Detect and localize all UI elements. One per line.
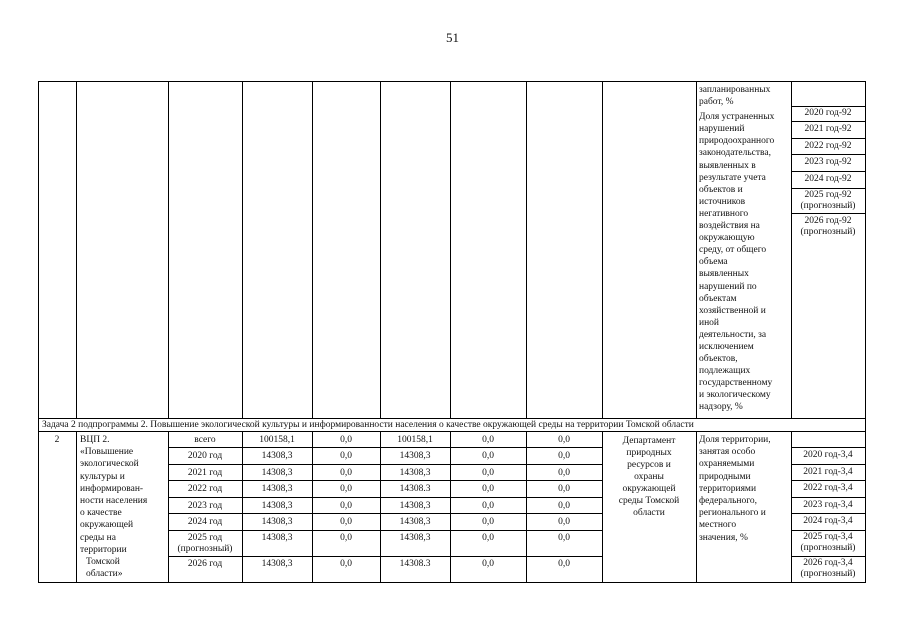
federal-cell: 0,0 bbox=[340, 451, 352, 461]
municipal-cell: 0,0 bbox=[482, 533, 494, 543]
other-cell: 0,0 bbox=[558, 517, 570, 527]
indicator-line: природоохранного bbox=[699, 136, 775, 147]
indicator-line: хозяйственной и bbox=[699, 305, 766, 316]
period-cell: 2021 год bbox=[187, 468, 223, 478]
cell-border bbox=[791, 121, 866, 122]
total-cell: 14308,3 bbox=[261, 501, 293, 511]
target-note: (прогнозный) bbox=[800, 201, 856, 211]
program-name bbox=[80, 434, 170, 580]
indicator-line: Доля территории, bbox=[699, 435, 771, 445]
name-line: ности населения bbox=[80, 496, 148, 507]
other-cell: 0,0 bbox=[558, 533, 570, 543]
cell-border bbox=[791, 154, 866, 155]
row-border bbox=[168, 447, 602, 448]
executor-line: Департамент bbox=[622, 436, 676, 446]
indicator-line: нарушений bbox=[699, 124, 745, 135]
cell-border bbox=[791, 171, 866, 172]
column-divider bbox=[76, 81, 77, 418]
other-cell: 0,0 bbox=[558, 484, 570, 494]
executor-line: охраны bbox=[634, 472, 664, 482]
indicator-line: нарушений по bbox=[699, 281, 757, 292]
federal-cell: 0,0 bbox=[340, 501, 352, 511]
cell-border bbox=[791, 106, 866, 107]
column-divider bbox=[602, 431, 603, 582]
executor-line: ресурсов и bbox=[627, 460, 671, 470]
total-cell: 14308,3 bbox=[261, 484, 293, 494]
target-value: 2025 год-92 bbox=[804, 190, 852, 200]
target-value: 2020 год-92 bbox=[804, 108, 852, 118]
total-cell: 14308,3 bbox=[261, 468, 293, 478]
cell-border bbox=[791, 213, 866, 214]
target-value: 2024 год-3,4 bbox=[803, 516, 853, 526]
municipal-cell: 0,0 bbox=[482, 501, 494, 511]
cell-border bbox=[791, 464, 866, 465]
indicator-line: федерального, bbox=[699, 496, 758, 507]
row-border bbox=[168, 530, 602, 531]
name-line: о качестве bbox=[80, 508, 122, 519]
indicator-line: природными bbox=[699, 471, 751, 482]
indicator-line: источников bbox=[699, 196, 746, 207]
name-line: ВЦП 2. bbox=[80, 435, 110, 445]
column-divider bbox=[526, 81, 527, 418]
name-line: области» bbox=[86, 569, 123, 580]
municipal-cell: 0,0 bbox=[482, 484, 494, 494]
regional-cell: 14308.3 bbox=[399, 484, 431, 494]
indicator-line: окружающую bbox=[699, 233, 755, 244]
name-line: территории bbox=[80, 544, 127, 555]
indicator-line: воздействия на bbox=[699, 221, 760, 232]
total-cell: 14308,3 bbox=[261, 451, 293, 461]
column-divider bbox=[450, 81, 451, 418]
period-cell: 2026 год bbox=[187, 559, 223, 569]
cell-border bbox=[791, 138, 866, 139]
column-divider bbox=[696, 431, 697, 582]
column-divider bbox=[380, 81, 381, 418]
indicator-line: регионального и bbox=[699, 508, 766, 519]
target-value: 2022 год-92 bbox=[804, 141, 852, 151]
executor-line: области bbox=[633, 508, 665, 518]
regional-cell: 14308,3 bbox=[399, 468, 431, 478]
federal-cell: 0,0 bbox=[340, 484, 352, 494]
name-line: среды на bbox=[80, 532, 116, 543]
column-divider bbox=[76, 431, 77, 582]
municipal-cell: 0,0 bbox=[482, 435, 494, 445]
municipal-cell: 0,0 bbox=[482, 559, 494, 569]
indicator-text bbox=[699, 84, 791, 414]
target-note: (прогнозный) bbox=[800, 569, 856, 579]
federal-cell: 0,0 bbox=[340, 517, 352, 527]
column-divider bbox=[312, 81, 313, 418]
name-line: «Повышение bbox=[80, 447, 134, 458]
executor bbox=[604, 435, 694, 519]
target-value: 2025 год-3,4 bbox=[803, 532, 853, 542]
target-value: 2021 год-92 bbox=[804, 124, 852, 134]
column-divider bbox=[696, 81, 697, 418]
federal-cell: 0,0 bbox=[340, 435, 352, 445]
indicator-line: подлежащих bbox=[699, 366, 751, 377]
column-divider bbox=[602, 81, 603, 418]
total-cell: 14308,3 bbox=[261, 533, 293, 543]
indicator-line: исключением bbox=[699, 341, 754, 352]
period-cell: 2020 год bbox=[187, 451, 223, 461]
other-cell: 0,0 bbox=[558, 451, 570, 461]
executor-line: окружающей bbox=[622, 484, 676, 494]
task-header: Задача 2 подпрограммы 2. Повышение экологической культуры и информированности населения о качестве окружающей среды на территории Томской области bbox=[42, 420, 694, 430]
indicator-line: территориями bbox=[699, 483, 757, 494]
indicator-line: иной bbox=[699, 317, 720, 328]
target-value: 2024 год-92 bbox=[804, 174, 852, 184]
row-border bbox=[168, 480, 602, 481]
municipal-cell: 0,0 bbox=[482, 517, 494, 527]
indicator-line: выявленных bbox=[699, 269, 749, 280]
cell-border bbox=[791, 556, 866, 557]
indicator-line: деятельности, за bbox=[699, 329, 767, 340]
cell-border bbox=[791, 530, 866, 531]
table-right-border bbox=[865, 81, 866, 582]
row-border bbox=[168, 497, 602, 498]
indicator-line: объектов, bbox=[699, 354, 738, 365]
period-cell: 2024 год bbox=[187, 517, 223, 527]
name-line: Томской bbox=[86, 557, 120, 568]
name-line: окружающей bbox=[80, 520, 134, 531]
total-cell: 14308,3 bbox=[261, 559, 293, 569]
indicator-line: занятая особо bbox=[699, 447, 756, 458]
cell-border bbox=[791, 188, 866, 189]
regional-cell: 14308,3 bbox=[399, 517, 431, 527]
row-border bbox=[168, 464, 602, 465]
indicator-line: работ, % bbox=[699, 97, 734, 108]
period-cell: 2023 год bbox=[187, 501, 223, 511]
target-value: 2023 год-3,4 bbox=[803, 500, 853, 510]
regional-cell: 100158,1 bbox=[397, 435, 433, 445]
federal-cell: 0,0 bbox=[340, 559, 352, 569]
cell-border bbox=[791, 497, 866, 498]
target-value: 2023 год-92 bbox=[804, 157, 852, 167]
name-line: культуры и bbox=[80, 471, 125, 482]
target-value: 2022 год-3,4 bbox=[803, 483, 853, 493]
column-divider bbox=[242, 81, 243, 418]
cell-border bbox=[791, 513, 866, 514]
table-top-border bbox=[38, 81, 866, 82]
indicator-line: негативного bbox=[699, 208, 749, 219]
other-cell: 0,0 bbox=[558, 559, 570, 569]
indicator-line: законодательства, bbox=[699, 148, 771, 159]
indicator-line: среду, от общего bbox=[699, 245, 767, 256]
target-note: (прогнозный) bbox=[800, 227, 856, 237]
other-cell: 0,0 bbox=[558, 435, 570, 445]
row-border bbox=[168, 556, 602, 557]
indicator-line: запланированных bbox=[699, 85, 771, 95]
indicator-line: охраняемыми bbox=[699, 459, 755, 470]
indicator-line: государственному bbox=[699, 378, 773, 389]
indicator-line: и экологическому bbox=[699, 390, 771, 401]
regional-cell: 14308.3 bbox=[399, 559, 431, 569]
indicator-line: значения, % bbox=[699, 532, 748, 543]
indicator-line: выявленных в bbox=[699, 160, 756, 171]
column-divider bbox=[791, 81, 792, 418]
municipal-cell: 0,0 bbox=[482, 451, 494, 461]
indicator-line: результате учета bbox=[699, 172, 766, 183]
executor-line: природных bbox=[626, 448, 672, 458]
table-left-border bbox=[38, 81, 39, 582]
period-cell: 2022 год bbox=[187, 484, 223, 494]
federal-cell: 0,0 bbox=[340, 533, 352, 543]
period-note: (прогнозный) bbox=[177, 544, 233, 554]
indicator-line: местного bbox=[699, 520, 737, 531]
municipal-cell: 0,0 bbox=[482, 468, 494, 478]
page-number: 51 bbox=[446, 30, 459, 45]
total-cell: 14308,3 bbox=[261, 517, 293, 527]
indicator-line: Доля устраненных bbox=[699, 112, 775, 123]
table-bottom-border bbox=[38, 582, 866, 583]
period-cell: всего bbox=[194, 435, 216, 445]
row-border bbox=[168, 513, 602, 514]
indicator-text bbox=[699, 434, 791, 544]
federal-cell: 0,0 bbox=[340, 468, 352, 478]
target-value: 2020 год-3,4 bbox=[803, 450, 853, 460]
period-cell: 2025 год bbox=[187, 533, 223, 543]
total-cell: 100158,1 bbox=[259, 435, 295, 445]
cell-border bbox=[791, 447, 866, 448]
regional-cell: 14308,3 bbox=[399, 533, 431, 543]
executor-line: среды Томской bbox=[618, 496, 680, 506]
name-line: информирован- bbox=[80, 483, 144, 494]
target-value: 2026 год-3,4 bbox=[803, 558, 853, 568]
indicator-line: надзору, % bbox=[699, 402, 743, 413]
indicator-line: объема bbox=[699, 257, 728, 268]
target-note: (прогнозный) bbox=[800, 543, 856, 553]
regional-cell: 14308,3 bbox=[399, 501, 431, 511]
column-divider bbox=[168, 81, 169, 418]
target-value: 2021 год-3,4 bbox=[803, 467, 853, 477]
target-value: 2026 год-92 bbox=[804, 216, 852, 226]
cell-border bbox=[791, 480, 866, 481]
indicator-line: объектам bbox=[699, 293, 737, 304]
column-divider bbox=[791, 431, 792, 582]
row-number: 2 bbox=[54, 435, 60, 445]
other-cell: 0,0 bbox=[558, 468, 570, 478]
indicator-line: объектов и bbox=[699, 184, 743, 195]
name-line: экологической bbox=[80, 459, 139, 470]
regional-cell: 14308,3 bbox=[399, 451, 431, 461]
other-cell: 0,0 bbox=[558, 501, 570, 511]
